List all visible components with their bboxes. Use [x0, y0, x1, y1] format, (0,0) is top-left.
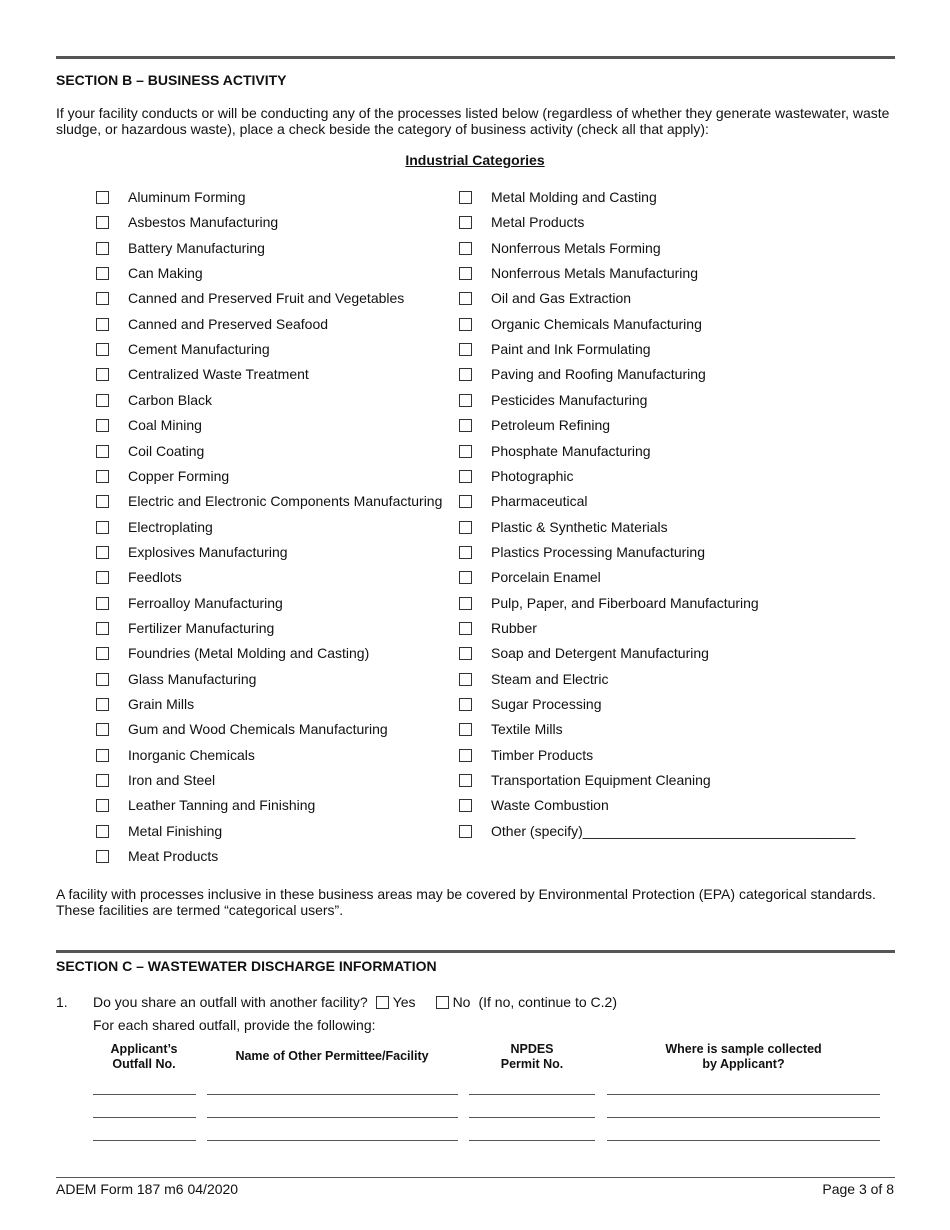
footer-form-id: ADEM Form 187 m6 04/2020 — [56, 1181, 239, 1197]
category-label: Steam and Electric — [491, 671, 609, 687]
category-item-right — [459, 442, 651, 460]
category-label: Canned and Preserved Seafood — [128, 316, 329, 332]
category-item-left — [96, 796, 316, 814]
category-item-right — [459, 340, 651, 358]
category-checkbox[interactable] — [459, 242, 472, 255]
category-checkbox[interactable] — [459, 343, 472, 356]
categorical-users-note: A facility with processes inclusive in these business areas may be covered by Environmental Protection (EPA) categorical standards. These facilities are termed “categorical users”. — [56, 886, 876, 918]
category-label: Ferroalloy Manufacturing — [128, 595, 283, 611]
category-label: Rubber — [491, 620, 537, 636]
category-checkbox[interactable] — [459, 774, 472, 787]
category-checkbox[interactable] — [459, 318, 472, 331]
category-label: Photographic — [491, 468, 574, 484]
category-checkbox[interactable] — [96, 343, 109, 356]
category-checkbox[interactable] — [96, 647, 109, 660]
category-label: Iron and Steel — [128, 772, 216, 788]
table-blank-line[interactable] — [93, 1117, 196, 1118]
category-checkbox[interactable] — [459, 267, 472, 280]
header-outfall-no — [94, 1042, 194, 1072]
category-label: Glass Manufacturing — [128, 671, 257, 687]
category-label: Feedlots — [128, 569, 182, 585]
category-label: Gum and Wood Chemicals Manufacturing — [128, 721, 388, 737]
category-checkbox[interactable] — [96, 267, 109, 280]
category-label: Sugar Processing — [491, 696, 602, 712]
category-item-left — [96, 289, 405, 307]
header-outfall-no-line2: Outfall No. — [112, 1057, 176, 1071]
category-item-left — [96, 746, 255, 764]
category-item-left — [96, 847, 219, 865]
category-item-right — [459, 492, 588, 510]
category-item-left — [96, 365, 309, 383]
category-checkbox[interactable] — [459, 749, 472, 762]
category-item-right — [459, 467, 574, 485]
category-label: Leather Tanning and Finishing — [128, 797, 316, 813]
category-item-left — [96, 644, 370, 662]
category-label: Other (specify)___________________________________ — [491, 823, 856, 839]
category-item-right — [459, 289, 632, 307]
header-sample-line1: Where is sample collected — [665, 1042, 822, 1056]
category-item-right — [459, 568, 601, 586]
category-item-right — [459, 796, 609, 814]
category-label: Waste Combustion — [491, 797, 609, 813]
category-checkbox[interactable] — [96, 318, 109, 331]
category-item-left — [96, 467, 230, 485]
category-checkbox[interactable] — [96, 825, 109, 838]
header-npdes-line1: NPDES — [510, 1042, 554, 1056]
section-b-rule — [56, 56, 895, 59]
category-item-right — [459, 264, 698, 282]
category-checkbox[interactable] — [459, 622, 472, 635]
category-checkbox[interactable] — [96, 723, 109, 736]
table-blank-line[interactable] — [607, 1094, 880, 1095]
category-checkbox[interactable] — [96, 470, 109, 483]
category-item-right — [459, 188, 657, 206]
category-item-left — [96, 771, 216, 789]
category-label: Oil and Gas Extraction — [491, 290, 632, 306]
table-blank-line[interactable] — [607, 1117, 880, 1118]
table-blank-line[interactable] — [469, 1094, 595, 1095]
table-blank-line[interactable] — [207, 1094, 458, 1095]
category-item-right — [459, 518, 668, 536]
q1-yes-checkbox[interactable] — [376, 996, 389, 1009]
category-checkbox[interactable] — [96, 368, 109, 381]
category-item-left — [96, 619, 275, 637]
category-item-right — [459, 746, 594, 764]
category-item-right — [459, 695, 602, 713]
category-item-left — [96, 188, 246, 206]
category-checkbox[interactable] — [459, 723, 472, 736]
category-label: Plastic & Synthetic Materials — [491, 519, 668, 535]
category-checkbox[interactable] — [459, 368, 472, 381]
category-label: Pesticides Manufacturing — [491, 392, 648, 408]
category-checkbox[interactable] — [459, 292, 472, 305]
category-label: Asbestos Manufacturing — [128, 214, 279, 230]
category-item-left — [96, 340, 270, 358]
category-label: Explosives Manufacturing — [128, 544, 288, 560]
section-c-title: SECTION C – WASTEWATER DISCHARGE INFORMATION — [56, 958, 437, 974]
category-checkbox[interactable] — [459, 673, 472, 686]
category-item-left — [96, 442, 205, 460]
category-item-left — [96, 492, 443, 510]
category-label: Timber Products — [491, 747, 594, 763]
q1-no-checkbox[interactable] — [436, 996, 449, 1009]
category-checkbox[interactable] — [96, 191, 109, 204]
category-label: Organic Chemicals Manufacturing — [491, 316, 702, 332]
category-checkbox[interactable] — [459, 419, 472, 432]
category-checkbox[interactable] — [459, 597, 472, 610]
category-item-left — [96, 315, 329, 333]
category-checkbox[interactable] — [96, 850, 109, 863]
category-label: Grain Mills — [128, 696, 195, 712]
category-item-left — [96, 568, 182, 586]
table-blank-line[interactable] — [93, 1140, 196, 1141]
q1-no-note: (If no, continue to C.2) — [478, 994, 617, 1010]
industrial-categories-title: Industrial Categories — [405, 152, 545, 168]
category-item-right — [459, 644, 709, 662]
category-checkbox[interactable] — [459, 546, 472, 559]
category-label: Centralized Waste Treatment — [128, 366, 309, 382]
category-label: Electric and Electronic Components Manufacturing — [128, 493, 443, 509]
category-item-right — [459, 213, 585, 231]
category-label: Paving and Roofing Manufacturing — [491, 366, 706, 382]
category-checkbox[interactable] — [96, 597, 109, 610]
category-checkbox[interactable] — [96, 546, 109, 559]
q1-no-label: No — [452, 994, 471, 1010]
category-label: Coal Mining — [128, 417, 202, 433]
category-label: Soap and Detergent Manufacturing — [491, 645, 709, 661]
category-checkbox[interactable] — [459, 521, 472, 534]
category-item-left — [96, 416, 202, 434]
category-item-right — [459, 391, 648, 409]
category-item-left — [96, 391, 213, 409]
category-label: Coil Coating — [128, 443, 205, 459]
category-label: Can Making — [128, 265, 203, 281]
category-checkbox[interactable] — [459, 571, 472, 584]
category-item-right — [459, 619, 537, 637]
category-item-left — [96, 822, 223, 840]
category-checkbox[interactable] — [96, 749, 109, 762]
question-1-number: 1. — [56, 994, 68, 1010]
category-label: Paint and Ink Formulating — [491, 341, 651, 357]
category-label: Carbon Black — [128, 392, 213, 408]
category-item-left — [96, 594, 283, 612]
section-b-title: SECTION B – BUSINESS ACTIVITY — [56, 72, 287, 88]
table-blank-line[interactable] — [607, 1140, 880, 1141]
header-npdes-line2: Permit No. — [500, 1057, 564, 1071]
question-1-subtext: For each shared outfall, provide the following: — [93, 1017, 376, 1033]
table-blank-line[interactable] — [207, 1117, 458, 1118]
q1-yes-label: Yes — [392, 994, 416, 1010]
category-item-right — [459, 822, 856, 840]
header-sample-line2: by Applicant? — [702, 1057, 785, 1071]
category-label: Nonferrous Metals Manufacturing — [491, 265, 698, 281]
header-npdes-permit — [469, 1042, 595, 1072]
category-label: Inorganic Chemicals — [128, 747, 255, 763]
category-checkbox[interactable] — [459, 698, 472, 711]
category-checkbox[interactable] — [459, 470, 472, 483]
category-checkbox[interactable] — [96, 571, 109, 584]
category-label: Metal Finishing — [128, 823, 223, 839]
category-label: Aluminum Forming — [128, 189, 246, 205]
header-sample-location — [607, 1042, 880, 1072]
category-label: Pharmaceutical — [491, 493, 588, 509]
category-checkbox[interactable] — [96, 698, 109, 711]
category-checkbox[interactable] — [96, 394, 109, 407]
category-item-left — [96, 239, 265, 257]
category-item-right — [459, 416, 611, 434]
category-checkbox[interactable] — [459, 495, 472, 508]
category-item-left — [96, 543, 288, 561]
category-item-left — [96, 670, 257, 688]
category-item-right — [459, 720, 563, 738]
category-checkbox[interactable] — [459, 799, 472, 812]
category-item-right — [459, 670, 609, 688]
table-blank-line[interactable] — [469, 1117, 595, 1118]
category-item-left — [96, 518, 213, 536]
category-label: Fertilizer Manufacturing — [128, 620, 275, 636]
category-label: Metal Molding and Casting — [491, 189, 657, 205]
category-label: Electroplating — [128, 519, 213, 535]
category-item-left — [96, 695, 195, 713]
category-label: Meat Products — [128, 848, 219, 864]
category-label: Foundries (Metal Molding and Casting) — [128, 645, 370, 661]
question-1-text: Do you share an outfall with another facility? — [93, 994, 368, 1010]
category-checkbox[interactable] — [96, 292, 109, 305]
category-label: Transportation Equipment Cleaning — [491, 772, 711, 788]
category-checkbox[interactable] — [96, 495, 109, 508]
category-label: Cement Manufacturing — [128, 341, 270, 357]
category-item-right — [459, 771, 711, 789]
category-checkbox[interactable] — [459, 647, 472, 660]
category-checkbox[interactable] — [96, 216, 109, 229]
question-1-row — [56, 994, 617, 1010]
section-b-intro: If your facility conducts or will be conducting any of the processes listed below (regardless of whether they generate wastewater, waste sludge, or hazardous waste), place a check beside the category of business activity (check all that apply): — [56, 105, 890, 137]
category-item-left — [96, 720, 388, 738]
category-label: Copper Forming — [128, 468, 230, 484]
table-blank-line[interactable] — [469, 1140, 595, 1141]
category-checkbox[interactable] — [459, 216, 472, 229]
category-label: Plastics Processing Manufacturing — [491, 544, 705, 560]
category-label: Porcelain Enamel — [491, 569, 601, 585]
category-label: Textile Mills — [491, 721, 563, 737]
header-outfall-no-line1: Applicant’s — [110, 1042, 178, 1056]
category-checkbox[interactable] — [96, 673, 109, 686]
category-checkbox[interactable] — [459, 445, 472, 458]
table-blank-line[interactable] — [93, 1094, 196, 1095]
category-label: Canned and Preserved Fruit and Vegetables — [128, 290, 405, 306]
category-item-right — [459, 239, 661, 257]
category-item-right — [459, 594, 759, 612]
category-item-right — [459, 315, 702, 333]
category-checkbox[interactable] — [96, 242, 109, 255]
footer-page-number: Page 3 of 8 — [822, 1181, 894, 1197]
category-checkbox[interactable] — [96, 445, 109, 458]
header-other-permittee: Name of Other Permittee/Facility — [235, 1049, 429, 1063]
category-item-right — [459, 365, 706, 383]
category-checkbox[interactable] — [96, 419, 109, 432]
category-label: Metal Products — [491, 214, 585, 230]
category-checkbox[interactable] — [96, 774, 109, 787]
category-checkbox[interactable] — [96, 799, 109, 812]
category-label: Pulp, Paper, and Fiberboard Manufacturing — [491, 595, 759, 611]
table-blank-line[interactable] — [207, 1140, 458, 1141]
category-checkbox[interactable] — [459, 825, 472, 838]
category-item-left — [96, 264, 203, 282]
category-checkbox[interactable] — [459, 191, 472, 204]
category-checkbox[interactable] — [459, 394, 472, 407]
category-checkbox[interactable] — [96, 622, 109, 635]
category-item-right — [459, 543, 705, 561]
footer-rule — [56, 1177, 895, 1178]
section-c-rule — [56, 950, 895, 953]
category-checkbox[interactable] — [96, 521, 109, 534]
category-label: Phosphate Manufacturing — [491, 443, 651, 459]
category-label: Nonferrous Metals Forming — [491, 240, 661, 256]
category-label: Battery Manufacturing — [128, 240, 265, 256]
category-label: Petroleum Refining — [491, 417, 611, 433]
category-item-left — [96, 213, 279, 231]
